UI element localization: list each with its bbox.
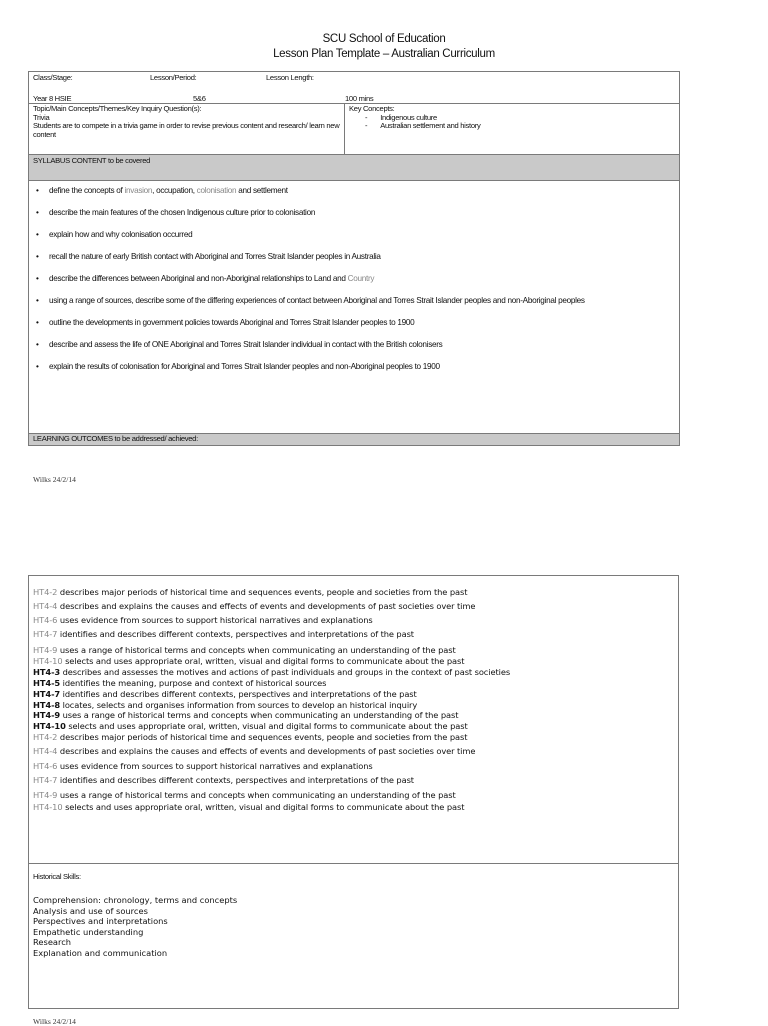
skill-item: Empathetic understanding	[33, 926, 144, 937]
lesson-period-value: 5&6	[193, 94, 206, 103]
outcome-text: describes major periods of historical time and sequences events, people and societies from the past	[57, 587, 468, 597]
outcome-item	[33, 710, 458, 720]
syllabus-item: • explain how and why colonisation occurred	[49, 229, 675, 241]
outcome-code: HT4-2	[33, 587, 58, 597]
outcome-item	[33, 746, 475, 756]
outcome-text: locates, selects and organises information from sources to develop an historical inquiry	[60, 700, 418, 710]
lesson-period-label: Lesson/Period:	[150, 73, 197, 82]
outcome-code: HT4-9	[33, 790, 58, 800]
outcome-item	[33, 645, 456, 655]
footer-signature-2: Wilks 24/2/14	[33, 1017, 76, 1026]
syllabus-item: • describe the differences between Aboriginal and non-Aboriginal relationships to Land and Country	[49, 273, 675, 285]
lesson-length-value: 100 mins	[345, 94, 374, 103]
outcome-item	[33, 775, 414, 785]
skill-item: Explanation and communication	[33, 947, 168, 958]
outcome-code: HT4-6	[33, 761, 58, 771]
outcome-item	[33, 732, 467, 742]
outcome-code: HT4-2	[33, 732, 58, 742]
topic-cell	[29, 104, 345, 155]
outcome-item	[33, 790, 456, 800]
syllabus-content	[29, 181, 680, 434]
outcome-item	[33, 689, 417, 699]
outcome-item	[33, 667, 510, 677]
outcome-item	[33, 601, 475, 611]
outcome-text: identifies and describes different contexts, perspectives and interpretations of the past	[60, 689, 417, 699]
document-title: SCU School of Education	[322, 33, 446, 45]
outcome-item	[33, 629, 414, 639]
learning-outcomes-heading: LEARNING OUTCOMES to be addressed/ achieved:	[29, 434, 680, 446]
outcome-code: HT4-4	[33, 601, 58, 611]
outcome-text: uses evidence from sources to support historical narratives and explanations	[57, 761, 373, 771]
lesson-plan-table	[28, 71, 680, 446]
key-concept-item: - Australian settlement and history	[365, 121, 481, 131]
outcome-text: uses evidence from sources to support historical narratives and explanations	[57, 615, 373, 625]
topic-label: Topic/Main Concepts/Themes/Key Inquiry Question(s):	[33, 104, 202, 113]
outcome-text: identifies and describes different contexts, perspectives and interpretations of the past	[57, 629, 414, 639]
key-concepts-label: Key Concepts:	[349, 104, 395, 113]
outcome-code: HT4-8	[33, 700, 61, 710]
outcome-code: HT4-10	[33, 721, 66, 731]
outcome-code: HT4-6	[33, 615, 58, 625]
outcome-code: HT4-7	[33, 775, 58, 785]
outcome-code: HT4-3	[33, 667, 61, 677]
key-concept-item: - Indigenous culture	[365, 112, 437, 122]
outcome-text: selects and uses appropriate oral, written, visual and digital forms to communicate about the past	[62, 802, 465, 812]
key-concepts-cell	[345, 104, 680, 155]
outcome-text: describes and assesses the motives and actions of past individuals and groups in the context of past societies	[60, 667, 511, 677]
outcome-text: uses a range of historical terms and concepts when communicating an understanding of the past	[57, 645, 456, 655]
outcome-code: HT4-5	[33, 678, 61, 688]
outcome-text: uses a range of historical terms and concepts when communicating an understanding of the past	[57, 790, 456, 800]
outcome-text: describes and explains the causes and effects of events and developments of past societies over time	[57, 746, 476, 756]
topic-value: Trivia	[33, 112, 50, 122]
outcome-code: HT4-4	[33, 746, 58, 756]
class-stage-row	[29, 72, 680, 104]
historical-skills-label: Historical Skills:	[33, 872, 81, 881]
outcome-code: HT4-7	[33, 629, 58, 639]
outcome-text: describes and explains the causes and effects of events and developments of past societies over time	[57, 601, 476, 611]
outcome-text: describes major periods of historical time and sequences events, people and societies from the past	[57, 732, 468, 742]
document-subtitle: Lesson Plan Template – Australian Curriculum	[273, 48, 495, 60]
outcome-text: selects and uses appropriate oral, written, visual and digital forms to communicate about the past	[62, 656, 465, 666]
outcome-code: HT4-7	[33, 689, 61, 699]
syllabus-item: • define the concepts of invasion, occupation, colonisation and settlement	[49, 185, 675, 197]
syllabus-item: • describe and assess the life of ONE Aboriginal and Torres Strait Islander individual in contact with the British colonisers	[49, 339, 675, 351]
outcome-item	[33, 802, 464, 812]
syllabus-item: • recall the nature of early British contact with Aboriginal and Torres Strait Islander peoples in Australia	[49, 251, 675, 263]
outcome-item	[33, 700, 417, 710]
outcome-code: HT4-9	[33, 710, 61, 720]
syllabus-item: • outline the developments in government policies towards Aboriginal and Torres Strait Islander peoples to 1900	[49, 317, 675, 329]
outcome-item	[33, 587, 467, 597]
outcome-item	[33, 761, 373, 771]
syllabus-heading: SYLLABUS CONTENT to be covered	[29, 155, 680, 181]
outcome-text: identifies the meaning, purpose and context of historical sources	[60, 678, 327, 688]
class-stage-value: Year 8 HSIE	[33, 94, 72, 103]
outcome-item	[33, 615, 373, 625]
outcome-text: selects and uses appropriate oral, written, visual and digital forms to communicate about the past	[65, 721, 468, 731]
syllabus-item: • explain the results of colonisation for Aboriginal and Torres Strait Islander peoples and non-Aboriginal peoples to 1900	[49, 361, 675, 373]
skill-item: Perspectives and interpretations	[33, 916, 168, 926]
outcome-text: uses a range of historical terms and concepts when communicating an understanding of the past	[60, 710, 459, 720]
skill-item: Research	[33, 937, 72, 947]
outcome-code: HT4-10	[33, 656, 63, 666]
footer-signature: Wilks 24/2/14	[33, 475, 76, 484]
skill-item: Comprehension: chronology, terms and concepts	[33, 895, 238, 905]
syllabus-list	[33, 185, 675, 373]
outcome-item	[33, 656, 464, 666]
topic-description: Students are to compete in a trivia game in order to revise previous content and research/ learn new content	[33, 121, 340, 139]
outcome-item	[33, 721, 468, 731]
outcome-text: identifies and describes different contexts, perspectives and interpretations of the past	[57, 775, 414, 785]
syllabus-item: • describe the main features of the chosen Indigenous culture prior to colonisation	[49, 207, 675, 219]
outcome-item	[33, 678, 326, 688]
class-stage-label: Class/Stage:	[33, 73, 73, 82]
skill-item: Analysis and use of sources	[33, 905, 148, 916]
outcome-code: HT4-10	[33, 802, 63, 812]
outcome-code: HT4-9	[33, 645, 58, 655]
syllabus-item: • using a range of sources, describe some of the differing experiences of contact between Aboriginal and Torres Strait Islander peoples and non-Aboriginal peoples	[49, 295, 675, 307]
lesson-length-label: Lesson Length:	[266, 73, 314, 82]
